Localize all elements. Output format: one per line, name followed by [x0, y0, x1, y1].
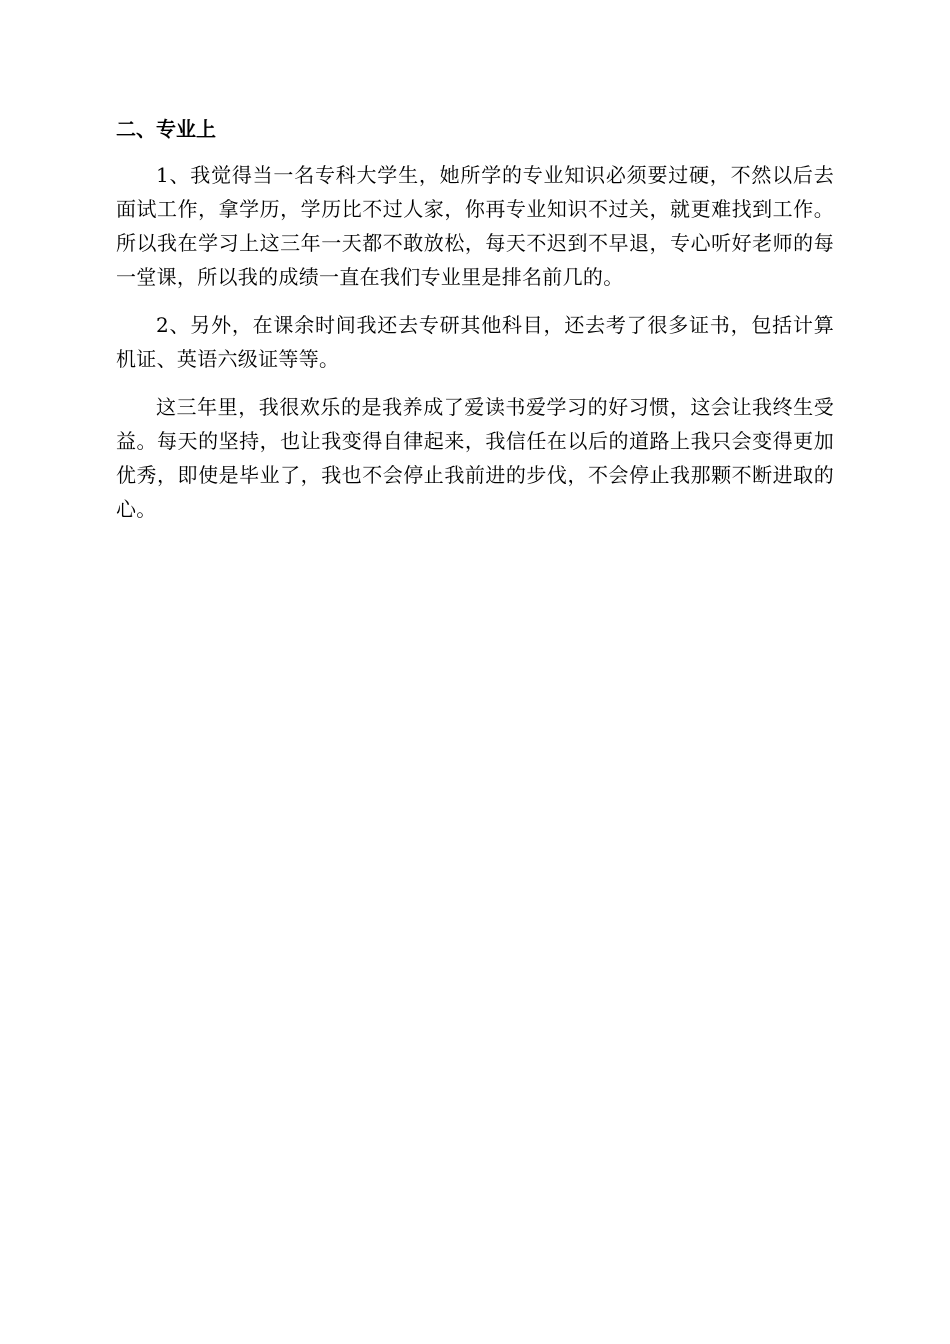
paragraph-2: 2、另外，在课余时间我还去专研其他科目，还去考了很多证书，包括计算机证、英语六级证等等。	[116, 313, 834, 371]
paragraph-3: 这三年里，我很欢乐的是我养成了爱读书爱学习的好习惯，这会让我终生受益。每天的坚持，也让我变得自律起来，我信任在以后的道路上我只会变得更加优秀，即使是毕业了，我也不会停止我前进的步伐，不会停止我那颗不断进取的心。	[116, 395, 834, 521]
paragraph-1: 1、我觉得当一名专科大学生，她所学的专业知识必须要过硬，不然以后去面试工作，拿学历，学历比不过人家，你再专业知识不过关，就更难找到工作。所以我在学习上这三年一天都不敢放松，每天不迟到不早退，专心听好老师的每一堂课，所以我的成绩一直在我们专业里是排名前几的。	[116, 163, 834, 289]
section-heading: 二、专业上	[116, 117, 216, 141]
document-body	[116, 112, 834, 540]
